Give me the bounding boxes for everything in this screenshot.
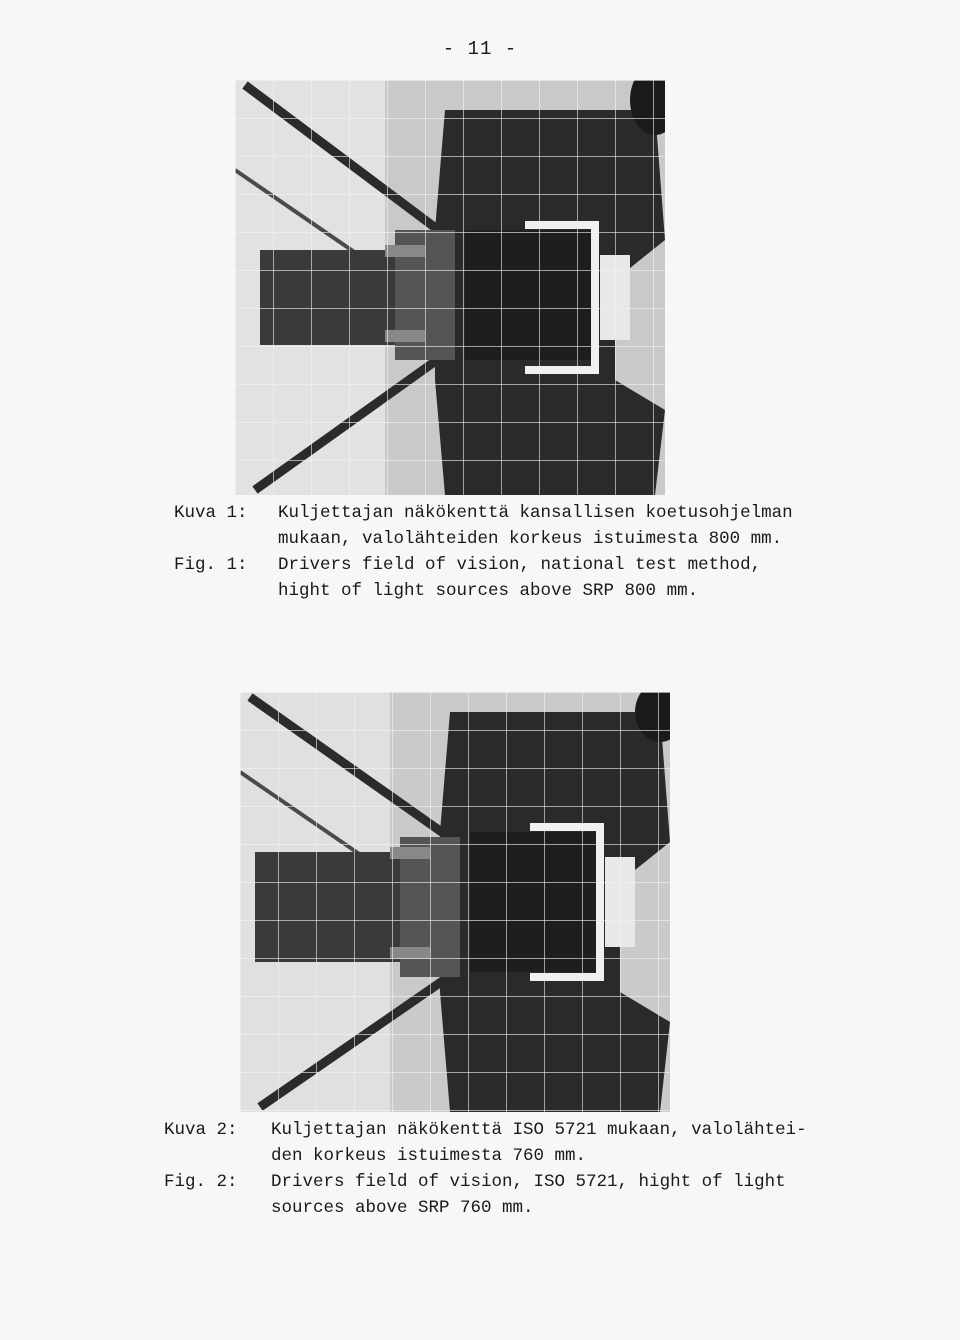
caption-line — [164, 1195, 884, 1221]
caption-label: Kuva 1: — [174, 503, 248, 523]
caption-text: mukaan, valolähteiden korkeus istuimesta 800 mm. — [278, 529, 783, 549]
caption-text: Drivers field of vision, ISO 5721, hight of light — [271, 1172, 786, 1192]
page-number: - 11 - — [442, 38, 518, 60]
caption-text: den korkeus istuimesta 760 mm. — [271, 1146, 587, 1166]
figure-1-caption — [174, 500, 894, 604]
caption-line — [164, 1169, 884, 1195]
caption-line — [174, 578, 894, 604]
caption-text: sources above SRP 760 mm. — [271, 1198, 534, 1218]
caption-text: hight of light sources above SRP 800 mm. — [278, 581, 699, 601]
caption-line — [174, 500, 894, 526]
caption-label: Kuva 2: — [164, 1120, 238, 1140]
figure-1-photo — [235, 80, 665, 495]
caption-line — [164, 1117, 884, 1143]
caption-label: Fig. 2: — [164, 1172, 238, 1192]
caption-line — [174, 526, 894, 552]
figure-2-photo — [240, 692, 670, 1112]
caption-text: Kuljettajan näkökenttä ISO 5721 mukaan, valolähtei- — [271, 1120, 807, 1140]
caption-label: Fig. 1: — [174, 555, 248, 575]
caption-line — [174, 552, 894, 578]
caption-text: Drivers field of vision, national test method, — [278, 555, 762, 575]
caption-text: Kuljettajan näkökenttä kansallisen koetusohjelman — [278, 503, 793, 523]
figure-2-caption — [164, 1117, 884, 1221]
caption-line — [164, 1143, 884, 1169]
